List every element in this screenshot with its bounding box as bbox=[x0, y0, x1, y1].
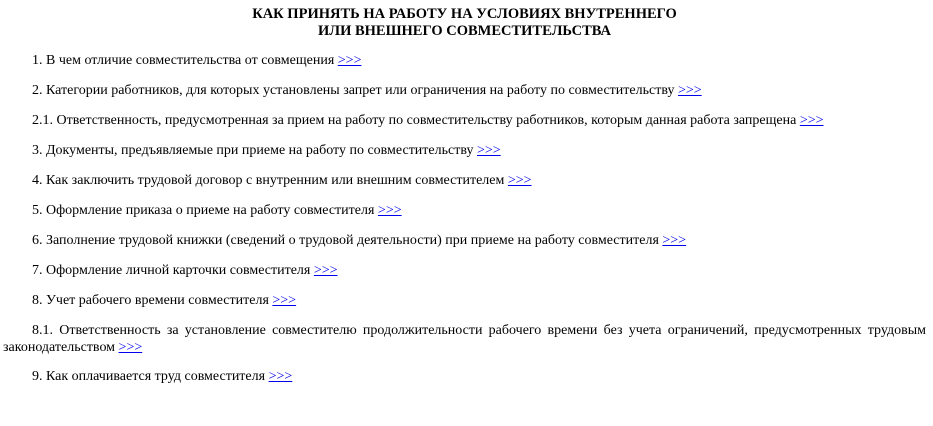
toc-link-5[interactable]: >>> bbox=[377, 203, 402, 218]
toc-item-text: 3. Документы, предъявляемые при приеме на работу по совместительству bbox=[32, 143, 477, 158]
toc-item-text: 8. Учет рабочего времени совместителя bbox=[32, 293, 273, 308]
toc-link-9[interactable]: >>> bbox=[268, 369, 293, 384]
toc-item-8 bbox=[3, 292, 926, 309]
title-line-2: ИЛИ ВНЕШНЕГО СОВМЕСТИТЕЛЬСТВА bbox=[317, 23, 611, 39]
toc-link-1[interactable]: >>> bbox=[337, 53, 362, 68]
document-title bbox=[3, 6, 926, 40]
toc-item-5 bbox=[3, 202, 926, 219]
toc-item-8-1 bbox=[3, 322, 926, 356]
table-of-contents bbox=[3, 52, 926, 385]
toc-item-7 bbox=[3, 262, 926, 279]
toc-item-6 bbox=[3, 232, 926, 249]
toc-item-3 bbox=[3, 142, 926, 159]
toc-item-text: 9. Как оплачивается труд совместителя bbox=[32, 369, 269, 384]
toc-item-text: 2.1. Ответственность, предусмотренная за прием на работу по совместительству работников, которым данная работа запрещена bbox=[32, 113, 800, 128]
toc-item-text: 1. В чем отличие совместительства от совмещения bbox=[32, 53, 338, 68]
toc-link-3[interactable]: >>> bbox=[476, 143, 501, 158]
title-line-1: КАК ПРИНЯТЬ НА РАБОТУ НА УСЛОВИЯХ ВНУТРЕННЕГО bbox=[252, 6, 677, 22]
toc-item-text: 4. Как заключить трудовой договор с внутренним или внешним совместителем bbox=[32, 173, 508, 188]
toc-link-7[interactable]: >>> bbox=[313, 263, 338, 278]
toc-item-1 bbox=[3, 52, 926, 69]
toc-item-9 bbox=[3, 368, 926, 385]
toc-item-text: 6. Заполнение трудовой книжки (сведений о трудовой деятельности) при приеме на работу совместителя bbox=[32, 233, 663, 248]
toc-item-4 bbox=[3, 172, 926, 189]
toc-item-text: 7. Оформление личной карточки совместителя bbox=[32, 263, 314, 278]
toc-item-text: 2. Категории работников, для которых установлены запрет или ограничения на работу по совместительству bbox=[32, 83, 678, 98]
toc-link-2[interactable]: >>> bbox=[677, 83, 702, 98]
toc-link-8[interactable]: >>> bbox=[272, 293, 297, 308]
toc-link-4[interactable]: >>> bbox=[507, 173, 532, 188]
toc-item-2-1 bbox=[3, 112, 926, 129]
toc-link-2-1[interactable]: >>> bbox=[799, 113, 824, 128]
toc-item-text: 8.1. Ответственность за установление совместителю продолжительности рабочего времени без учета ограничений, предусмотренных трудовым законодательством bbox=[3, 323, 926, 355]
toc-link-8-1[interactable]: >>> bbox=[118, 340, 143, 355]
toc-link-6[interactable]: >>> bbox=[662, 233, 687, 248]
toc-item-text: 5. Оформление приказа о приеме на работу совместителя bbox=[32, 203, 378, 218]
toc-item-2 bbox=[3, 82, 926, 99]
